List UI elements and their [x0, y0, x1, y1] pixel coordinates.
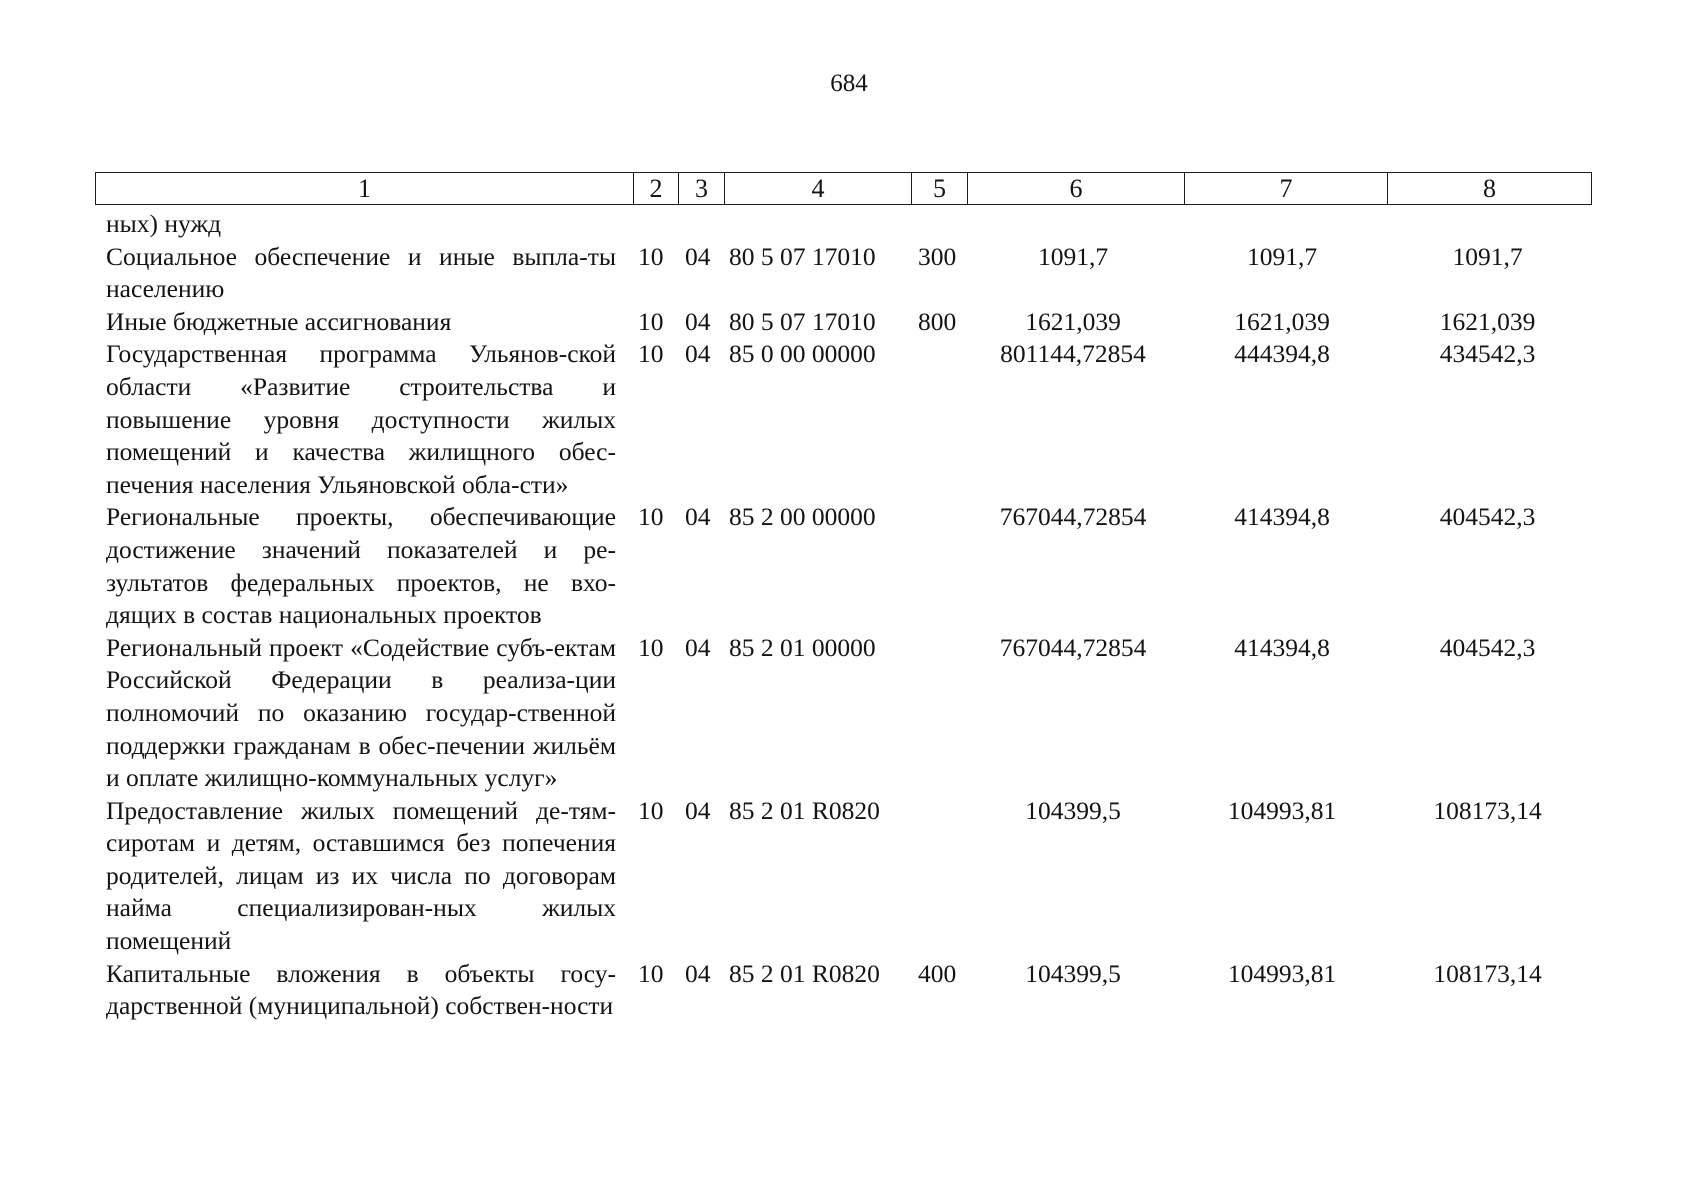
header-col-2: 2 — [634, 173, 679, 205]
row-subsection: 04 — [685, 795, 711, 825]
row-amount-8: 1091,7 — [1452, 241, 1523, 271]
table-row — [0, 208, 1698, 241]
row-target-code: 80 5 07 17010 — [729, 241, 876, 271]
row-target-code: 85 2 01 R0820 — [729, 958, 880, 988]
row-subsection: 04 — [685, 958, 711, 988]
row-section: 10 — [638, 502, 664, 532]
row-target-code: 85 0 00 00000 — [729, 339, 876, 369]
table-row — [0, 795, 1698, 958]
row-amount-8: 108173,14 — [1433, 958, 1542, 988]
row-subsection: 04 — [685, 632, 711, 662]
table-body — [0, 208, 1698, 1023]
header-col-1: 1 — [96, 173, 634, 205]
header-col-5: 5 — [912, 173, 968, 205]
row-target-code: 80 5 07 17010 — [729, 306, 876, 336]
row-amount-8: 404542,3 — [1439, 632, 1536, 662]
row-amount-6: 104399,5 — [1025, 795, 1121, 825]
row-amount-7: 414394,8 — [1234, 502, 1330, 532]
row-section: 10 — [638, 306, 664, 336]
row-expense-type: 300 — [918, 241, 957, 271]
table-row — [0, 338, 1698, 501]
row-section: 10 — [638, 339, 664, 369]
header-col-3: 3 — [679, 173, 725, 205]
row-amount-6: 767044,72854 — [999, 502, 1147, 532]
row-name: Региональные проекты, обеспечивающие достижение значений показателей и ре-зультатов федеральных проектов, не вхо-дящих в состав национальных проектов — [106, 502, 616, 630]
row-amount-7: 104993,81 — [1227, 958, 1337, 988]
header-col-4: 4 — [725, 173, 912, 205]
row-amount-6: 1621,039 — [1025, 306, 1121, 336]
row-amount-6: 1091,7 — [1037, 241, 1109, 271]
row-amount-6: 104399,5 — [1025, 958, 1121, 988]
table-row — [0, 958, 1698, 1023]
row-amount-8: 434542,3 — [1439, 339, 1536, 369]
row-amount-8: 404542,3 — [1439, 502, 1536, 532]
row-section: 10 — [638, 241, 664, 271]
row-subsection: 04 — [685, 502, 711, 532]
row-amount-6: 767044,72854 — [999, 632, 1147, 662]
row-subsection: 04 — [685, 339, 711, 369]
row-amount-7: 444394,8 — [1234, 339, 1330, 369]
row-amount-7: 1091,7 — [1246, 241, 1318, 271]
row-amount-7: 414394,8 — [1234, 632, 1330, 662]
table-row — [0, 241, 1698, 306]
row-name: Региональный проект «Содействие субъ-ектам Российской Федерации в реализа-ции полномочий по оказанию государ-ственной поддержки гражданам в обес-печении жильём и оплате жилищно-коммунальных услуг» — [106, 632, 616, 793]
row-name: ных) нужд — [106, 209, 222, 238]
table-row — [0, 632, 1698, 795]
row-name: Капитальные вложения в объекты госу-дарственной (муниципальной) собствен-ности — [106, 958, 616, 1021]
table-header — [95, 172, 1592, 205]
header-col-7: 7 — [1185, 173, 1388, 205]
row-amount-8: 1621,039 — [1439, 306, 1536, 336]
row-section: 10 — [638, 632, 664, 662]
row-name: Иные бюджетные ассигнования — [106, 306, 452, 336]
row-amount-6: 801144,72854 — [1000, 339, 1146, 369]
row-section: 10 — [638, 958, 664, 988]
row-target-code: 85 2 01 00000 — [729, 632, 876, 662]
row-name: Социальное обеспечение и иные выпла-ты населению — [106, 241, 616, 304]
table-row — [0, 306, 1698, 339]
row-subsection: 04 — [685, 241, 711, 271]
row-subsection: 04 — [685, 306, 711, 336]
page-number: 684 — [830, 70, 868, 97]
row-section: 10 — [638, 795, 664, 825]
header-col-8: 8 — [1388, 173, 1592, 205]
row-name: Государственная программа Ульянов-ской области «Развитие строительства и повышение уровня доступности жилых помещений и качества жилищного обес-печения населения Ульяновской обла-сти» — [106, 339, 616, 499]
row-expense-type: 800 — [918, 306, 957, 336]
table-row — [0, 501, 1698, 631]
row-target-code: 85 2 00 00000 — [729, 502, 876, 532]
row-amount-8: 108173,14 — [1433, 795, 1542, 825]
row-target-code: 85 2 01 R0820 — [729, 795, 880, 825]
row-amount-7: 1621,039 — [1234, 306, 1330, 336]
row-name: Предоставление жилых помещений де-тям-сиротам и детям, оставшимся без попечения родителей, лицам из их числа по договорам найма специализирован-ных жилых помещений — [106, 795, 616, 956]
header-col-6: 6 — [968, 173, 1185, 205]
row-expense-type: 400 — [918, 958, 957, 988]
row-amount-7: 104993,81 — [1227, 795, 1337, 825]
